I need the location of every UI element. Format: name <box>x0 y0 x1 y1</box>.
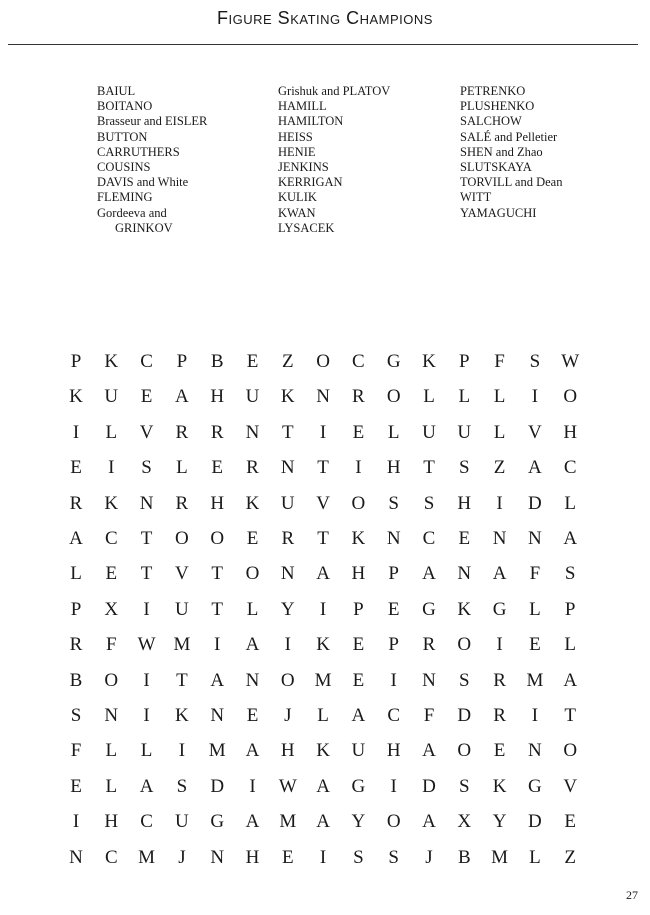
grid-letter[interactable]: V <box>316 492 330 514</box>
word-list <box>0 84 650 244</box>
grid-letter[interactable]: V <box>563 775 578 797</box>
word-list-column-3 <box>460 84 562 221</box>
grid-letter[interactable]: M <box>526 669 544 691</box>
grid-letter[interactable]: N <box>245 669 260 691</box>
grid-letter[interactable]: I <box>284 634 291 656</box>
grid-letter[interactable]: C <box>422 528 436 549</box>
grid-letter[interactable]: R <box>493 705 506 726</box>
grid-letter[interactable]: D <box>528 811 542 833</box>
grid-letter[interactable]: G <box>351 775 366 797</box>
word-list-item: BAIUL <box>97 84 136 98</box>
grid-letter[interactable]: N <box>104 705 119 726</box>
grid-letter[interactable]: O <box>210 528 225 549</box>
grid-letter[interactable]: O <box>175 528 189 549</box>
grid-letter[interactable]: F <box>106 634 117 656</box>
word-list-column-2 <box>278 84 390 236</box>
grid-letter[interactable]: N <box>69 846 83 868</box>
word-list-item: TORVILL and Dean <box>460 175 563 190</box>
grid-letter[interactable]: E <box>70 775 82 797</box>
grid-letter[interactable]: E <box>281 846 294 868</box>
grid-letter[interactable]: H <box>563 421 578 443</box>
grid-row <box>72 421 578 451</box>
grid-letter[interactable]: A <box>422 563 436 585</box>
grid-letter[interactable]: K <box>492 775 507 797</box>
grid-letter[interactable]: N <box>528 528 542 549</box>
grid-letter[interactable]: T <box>211 563 223 585</box>
grid-letter[interactable]: K <box>316 740 330 762</box>
grid-letter[interactable]: P <box>176 351 188 372</box>
grid-letter[interactable]: E <box>529 634 541 656</box>
word-list-item: Gordeeva and <box>97 205 167 220</box>
grid-letter[interactable]: L <box>140 740 153 762</box>
grid-letter[interactable]: S <box>388 492 399 514</box>
grid-letter[interactable]: Y <box>492 811 507 833</box>
grid-letter[interactable]: M <box>208 740 226 762</box>
grid-letter[interactable]: S <box>459 669 470 691</box>
grid-letter[interactable]: I <box>531 386 539 408</box>
grid-letter[interactable]: E <box>352 669 365 691</box>
grid-letter[interactable]: H <box>210 386 225 408</box>
grid-letter[interactable]: E <box>352 634 365 656</box>
word-list-item: Grishuk and PLATOV <box>278 84 391 98</box>
word-list-column-1 <box>97 84 207 236</box>
grid-letter[interactable]: L <box>529 846 541 868</box>
grid-letter[interactable]: A <box>245 811 260 833</box>
grid-letter[interactable]: H <box>386 740 401 762</box>
grid-letter[interactable]: Y <box>280 598 295 620</box>
grid-letter[interactable]: S <box>353 846 364 868</box>
grid-letter[interactable]: L <box>105 421 118 443</box>
grid-letter[interactable]: T <box>564 705 576 726</box>
grid-letter[interactable]: L <box>387 421 400 443</box>
grid-letter[interactable]: J <box>178 846 186 868</box>
grid-letter[interactable]: M <box>138 846 156 868</box>
grid-letter[interactable]: E <box>140 386 153 408</box>
grid-letter[interactable]: N <box>492 528 507 549</box>
grid-letter[interactable]: G <box>528 775 542 797</box>
grid-letter[interactable]: C <box>563 457 577 479</box>
grid-letter[interactable]: T <box>317 457 329 479</box>
grid-letter[interactable]: K <box>245 492 260 514</box>
grid-letter[interactable]: H <box>210 492 225 514</box>
grid-letter[interactable]: T <box>317 528 329 549</box>
grid-letter[interactable]: B <box>457 846 471 868</box>
grid-letter[interactable]: W <box>278 775 297 797</box>
grid-letter[interactable]: L <box>493 386 506 408</box>
word-list-item: PETRENKO <box>460 84 526 98</box>
grid-letter[interactable]: A <box>316 563 330 585</box>
grid-letter[interactable]: E <box>458 528 471 549</box>
grid-letter[interactable]: N <box>139 492 154 514</box>
grid-letter[interactable]: E <box>246 705 259 726</box>
grid-letter[interactable]: O <box>457 634 472 656</box>
grid-letter[interactable]: L <box>176 457 188 479</box>
grid-letter[interactable]: H <box>457 492 472 514</box>
grid-letter[interactable]: L <box>105 740 118 762</box>
grid-letter[interactable]: E <box>493 740 506 762</box>
grid-letter[interactable]: K <box>457 598 472 620</box>
grid-letter[interactable]: P <box>70 598 82 620</box>
grid-letter[interactable]: U <box>280 492 295 514</box>
grid-letter[interactable]: L <box>564 634 576 656</box>
grid-letter[interactable]: S <box>70 705 82 726</box>
grid-letter[interactable]: W <box>561 351 580 372</box>
grid-letter[interactable]: S <box>176 775 188 797</box>
grid-letter[interactable]: E <box>352 421 365 443</box>
grid-letter[interactable]: S <box>388 846 399 868</box>
grid-letter[interactable]: P <box>388 634 399 656</box>
grid-letter[interactable]: F <box>423 705 435 726</box>
grid-letter[interactable]: P <box>564 598 576 620</box>
grid-row <box>69 492 576 522</box>
grid-letter[interactable]: I <box>108 457 115 479</box>
grid-row <box>70 598 576 628</box>
grid-letter[interactable]: R <box>69 492 83 514</box>
grid-letter[interactable]: B <box>69 669 83 691</box>
grid-letter[interactable]: A <box>175 386 189 408</box>
word-list-item: SHEN and Zhao <box>460 144 543 159</box>
word-list-item: HENIE <box>278 144 316 159</box>
grid-letter[interactable]: I <box>390 669 397 691</box>
grid-letter[interactable]: S <box>529 351 541 372</box>
grid-letter[interactable]: R <box>422 634 436 656</box>
grid-letter[interactable]: H <box>280 740 295 762</box>
word-list-item: KULIK <box>278 190 317 205</box>
grid-letter[interactable]: O <box>104 669 119 691</box>
grid-letter[interactable]: K <box>104 492 119 514</box>
grid-letter[interactable]: A <box>245 740 260 762</box>
grid-letter[interactable]: N <box>386 528 401 549</box>
grid-letter[interactable]: T <box>211 598 223 620</box>
grid-letter[interactable]: M <box>279 811 297 833</box>
word-list-item: DAVIS and White <box>97 175 189 190</box>
grid-letter[interactable]: I <box>249 775 256 797</box>
grid-letter[interactable]: A <box>316 775 330 797</box>
word-list-item: BUTTON <box>97 129 148 144</box>
grid-letter[interactable]: Z <box>493 457 506 479</box>
grid-row <box>70 739 578 769</box>
grid-letter[interactable]: C <box>387 705 401 726</box>
grid-letter[interactable]: A <box>139 775 154 797</box>
grid-letter[interactable]: O <box>245 563 260 585</box>
grid-row <box>70 562 576 592</box>
grid-letter[interactable]: Z <box>281 351 294 372</box>
grid-letter[interactable]: D <box>210 775 225 797</box>
grid-letter[interactable]: M <box>491 846 509 868</box>
word-list-item: GRINKOV <box>115 220 173 235</box>
grid-row <box>72 810 576 840</box>
grid-letter[interactable]: D <box>422 775 436 797</box>
grid-letter[interactable]: I <box>143 598 150 620</box>
grid-letter[interactable]: V <box>175 563 189 585</box>
grid-letter[interactable]: K <box>104 351 119 372</box>
grid-letter[interactable]: F <box>70 740 82 762</box>
grid-letter[interactable]: I <box>319 846 327 868</box>
grid-letter[interactable]: C <box>104 528 118 549</box>
grid-letter[interactable]: E <box>246 351 259 372</box>
grid-letter[interactable]: I <box>496 634 503 656</box>
grid-letter[interactable]: F <box>529 563 541 585</box>
grid-letter[interactable]: H <box>386 457 401 479</box>
grid-letter[interactable]: X <box>457 811 472 833</box>
grid-letter[interactable]: Z <box>564 846 576 868</box>
grid-letter[interactable]: R <box>352 386 365 408</box>
grid-letter[interactable]: K <box>69 386 83 408</box>
grid-letter[interactable]: L <box>317 705 329 726</box>
grid-letter[interactable]: L <box>70 563 82 585</box>
grid-row <box>70 704 576 734</box>
grid-letter[interactable]: U <box>245 386 260 408</box>
grid-row <box>69 669 578 699</box>
grid-letter[interactable]: G <box>492 598 507 620</box>
word-list-item: JENKINS <box>278 160 329 175</box>
word-list-item: HEISS <box>278 129 313 144</box>
grid-letter[interactable]: H <box>104 811 119 833</box>
word-list-item: Brasseur and EISLER <box>97 114 208 129</box>
grid-letter[interactable]: R <box>493 669 506 691</box>
word-list-item: SALÉ and Pelletier <box>460 129 558 144</box>
grid-letter[interactable]: S <box>459 457 470 479</box>
grid-letter[interactable]: U <box>351 740 366 762</box>
grid-letter[interactable]: V <box>528 421 542 443</box>
grid-letter[interactable]: K <box>351 528 366 549</box>
grid-letter[interactable]: R <box>175 492 189 514</box>
grid-letter[interactable]: C <box>140 811 153 833</box>
grid-letter[interactable]: A <box>563 528 578 549</box>
grid-row <box>69 846 576 876</box>
page-number: 27 <box>626 888 638 902</box>
grid-letter[interactable]: L <box>458 386 471 408</box>
grid-row <box>69 527 578 557</box>
grid-letter[interactable]: O <box>563 740 578 762</box>
grid-letter[interactable]: V <box>139 421 154 443</box>
grid-letter[interactable]: I <box>319 421 327 443</box>
grid-row <box>70 775 578 805</box>
title-divider <box>8 44 638 45</box>
grid-letter[interactable]: N <box>210 705 225 726</box>
grid-letter[interactable]: A <box>316 811 330 833</box>
grid-letter[interactable]: I <box>319 598 327 620</box>
grid-letter[interactable]: P <box>353 598 364 620</box>
word-list-item: WITT <box>460 190 492 205</box>
grid-letter[interactable]: L <box>246 598 259 620</box>
grid-letter[interactable]: L <box>564 492 576 514</box>
grid-row <box>69 385 578 415</box>
grid-letter[interactable]: F <box>494 351 505 372</box>
grid-letter[interactable]: I <box>178 740 186 762</box>
grid-letter[interactable]: K <box>316 634 330 656</box>
grid-letter[interactable]: S <box>564 563 576 585</box>
grid-letter[interactable]: E <box>246 528 259 549</box>
grid-letter[interactable]: N <box>528 740 542 762</box>
grid-letter[interactable]: L <box>493 421 506 443</box>
grid-letter[interactable]: E <box>211 457 223 479</box>
grid-letter[interactable]: E <box>70 457 82 479</box>
grid-letter[interactable]: B <box>210 351 224 372</box>
grid-letter[interactable]: A <box>210 669 225 691</box>
word-list-item: BOITANO <box>97 99 153 114</box>
grid-letter[interactable]: C <box>352 351 365 372</box>
grid-letter[interactable]: O <box>563 386 578 408</box>
grid-row <box>70 350 580 380</box>
grid-letter[interactable]: S <box>459 775 470 797</box>
grid-letter[interactable]: L <box>529 598 541 620</box>
grid-letter[interactable]: R <box>69 634 83 656</box>
grid-letter[interactable]: O <box>351 492 366 514</box>
grid-letter[interactable]: R <box>175 421 189 443</box>
grid-letter[interactable]: T <box>140 563 153 585</box>
grid-letter[interactable]: N <box>280 457 295 479</box>
grid-letter[interactable]: K <box>422 351 436 372</box>
grid-letter[interactable]: H <box>245 846 260 868</box>
grid-letter[interactable]: N <box>210 846 225 868</box>
grid-letter[interactable]: A <box>563 669 578 691</box>
grid-letter[interactable]: O <box>280 669 295 691</box>
grid-letter[interactable]: X <box>104 598 119 620</box>
grid-letter[interactable]: I <box>496 492 503 514</box>
grid-letter[interactable]: I <box>531 705 539 726</box>
grid-letter[interactable]: A <box>422 740 436 762</box>
grid-letter[interactable]: D <box>457 705 472 726</box>
grid-letter[interactable]: T <box>423 457 435 479</box>
word-list-item: KERRIGAN <box>278 175 343 190</box>
word-list-item: HAMILTON <box>278 114 344 129</box>
grid-letter[interactable]: E <box>387 598 400 620</box>
grid-letter[interactable]: N <box>422 669 436 691</box>
grid-letter[interactable]: R <box>210 421 224 443</box>
word-list-item: PLUSHENKO <box>460 99 535 114</box>
grid-letter[interactable]: A <box>492 563 507 585</box>
word-list-item: KWAN <box>278 205 316 220</box>
grid-letter[interactable]: O <box>316 351 330 372</box>
grid-letter[interactable]: A <box>528 457 542 479</box>
word-list-item: COUSINS <box>97 160 151 175</box>
grid-letter[interactable]: A <box>69 528 83 549</box>
grid-letter[interactable]: D <box>528 492 542 514</box>
grid-letter[interactable]: A <box>351 705 366 726</box>
page-title: Figure Skating Champions <box>217 8 433 28</box>
grid-letter[interactable]: T <box>281 421 294 443</box>
grid-letter[interactable]: O <box>386 386 401 408</box>
grid-letter[interactable]: A <box>245 634 260 656</box>
grid-letter[interactable]: E <box>105 563 118 585</box>
grid-letter[interactable]: I <box>355 457 362 479</box>
word-list-item: FLEMING <box>97 190 153 205</box>
grid-letter[interactable]: E <box>564 811 576 833</box>
grid-letter[interactable]: U <box>175 598 189 620</box>
grid-letter[interactable]: P <box>459 351 470 372</box>
grid-letter[interactable]: J <box>425 846 433 868</box>
grid-letter[interactable]: S <box>423 492 435 514</box>
grid-letter[interactable]: I <box>214 634 221 656</box>
grid-letter[interactable]: T <box>140 528 153 549</box>
grid-letter[interactable]: I <box>143 705 150 726</box>
grid-letter[interactable]: I <box>143 669 150 691</box>
grid-row <box>70 456 577 486</box>
grid-letter[interactable]: U <box>422 421 436 443</box>
grid-letter[interactable]: P <box>388 563 399 585</box>
grid-letter[interactable]: P <box>70 351 82 372</box>
word-list-item: LYSACEK <box>278 220 335 235</box>
grid-letter[interactable]: J <box>284 705 292 726</box>
grid-letter[interactable]: T <box>176 669 188 691</box>
grid-letter[interactable]: I <box>72 811 80 833</box>
grid-letter[interactable]: C <box>140 351 153 372</box>
grid-letter[interactable]: M <box>173 634 191 656</box>
grid-letter[interactable]: I <box>72 421 80 443</box>
grid-letter[interactable]: N <box>316 386 330 408</box>
grid-letter[interactable]: O <box>457 740 472 762</box>
grid-letter[interactable]: U <box>175 811 189 833</box>
grid-letter[interactable]: K <box>280 386 295 408</box>
grid-letter[interactable]: R <box>281 528 295 549</box>
grid-letter[interactable]: A <box>422 811 436 833</box>
grid-letter[interactable]: H <box>351 563 366 585</box>
grid-letter[interactable]: O <box>386 811 401 833</box>
grid-letter[interactable]: U <box>104 386 119 408</box>
grid-letter[interactable]: N <box>245 421 260 443</box>
grid-letter[interactable]: C <box>104 846 118 868</box>
grid-letter[interactable]: Y <box>351 811 366 833</box>
grid-letter[interactable]: G <box>386 351 401 372</box>
grid-letter[interactable]: N <box>280 563 295 585</box>
grid-letter[interactable]: L <box>423 386 435 408</box>
grid-letter[interactable]: S <box>141 457 152 479</box>
grid-letter[interactable]: L <box>105 775 118 797</box>
word-list-item: SLUTSKAYA <box>460 160 532 175</box>
word-list-item: HAMILL <box>278 99 327 114</box>
word-list-item: SALCHOW <box>460 114 522 129</box>
grid-letter[interactable]: W <box>137 634 156 656</box>
grid-letter[interactable]: G <box>422 598 436 620</box>
grid-letter[interactable]: R <box>246 457 259 479</box>
grid-letter[interactable]: I <box>390 775 397 797</box>
grid-letter[interactable]: M <box>314 669 332 691</box>
grid-letter[interactable]: K <box>175 705 189 726</box>
grid-letter[interactable]: G <box>210 811 225 833</box>
grid-letter[interactable]: U <box>457 421 472 443</box>
grid-letter[interactable]: N <box>457 563 472 585</box>
grid-row <box>69 633 576 663</box>
word-list-item: YAMAGUCHI <box>460 205 537 220</box>
word-list-item: CARRUTHERS <box>97 144 180 159</box>
